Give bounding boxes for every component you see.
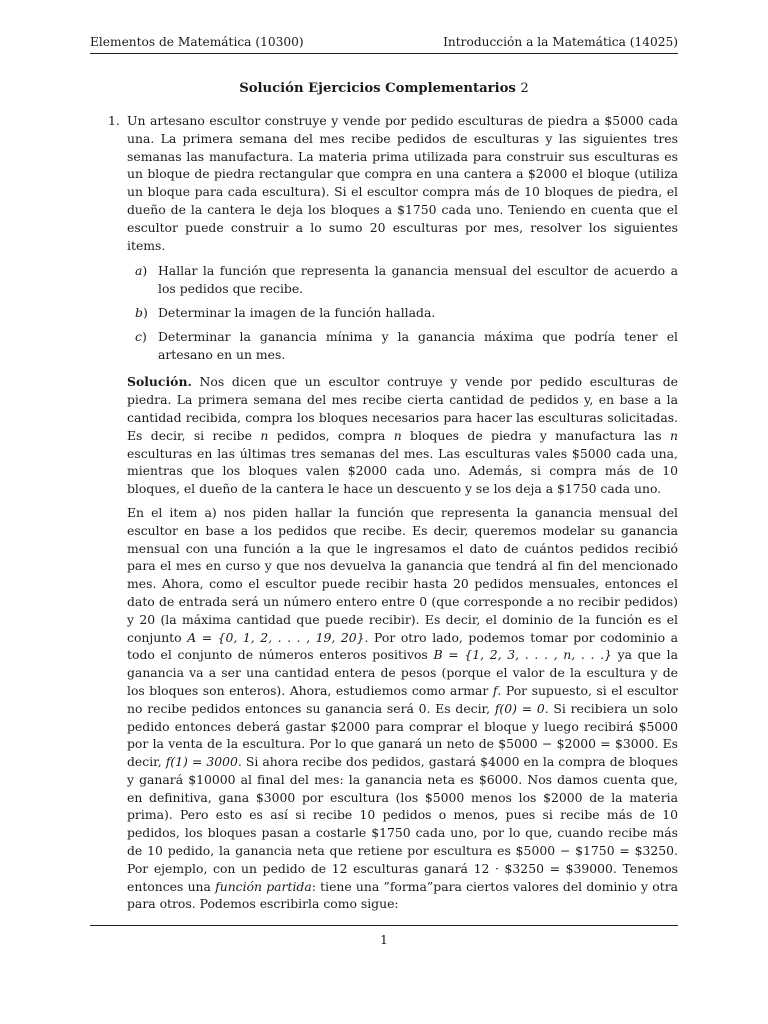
item-text: Determinar la ganancia mínima y la ganancia máxima que podría tener el artesano en un mes. — [158, 328, 678, 362]
header-course-left: Elementos de Matemática (10300) — [90, 35, 304, 49]
item-text: Determinar la imagen de la función hallada. — [158, 304, 436, 320]
math-f-zero: f(0) = 0 — [494, 700, 545, 716]
item-mark-letter: a — [135, 263, 143, 279]
page-header — [90, 34, 678, 50]
math-variable: n — [670, 427, 678, 443]
exercise-item-b — [127, 304, 678, 322]
solution-paragraph-1 — [127, 373, 678, 498]
math-function-f: f — [492, 682, 498, 698]
exercise-statement: Un artesano escultor construye y vende por pedido esculturas de piedra a $5000 cada una. La primera semana del mes recibe pedidos de esculturas y las siguientes tres semanas las manufactura. La materia prima utilizada para construir sus esculturas es un bloque de piedra rectangular que compra en una cantera a $2000 el bloque (utiliza un bloque para cada escultura). Si el escultor compra más de 10 bloques de piedra, el dueño de la cantera le deja los bloques a $1750 cada uno. Teniendo en cuenta que el escultor puede construir a lo sumo 20 esculturas por mes, resolver los siguientes items. — [127, 113, 678, 253]
item-mark: c) — [135, 328, 147, 344]
math-variable: n — [393, 427, 402, 443]
solution-text: bloques de piedra y manufactura las — [401, 427, 670, 443]
title-text: Solución Ejercicios Complementarios — [239, 81, 516, 96]
math-set-b: B = {1, 2, 3, . . . , n, . . .} — [433, 647, 612, 663]
solution-text: ya que la ganancia va a ser una cantidad entera de pesos (porque el valor de la escultura y de los bloques son enteros). Ahora, estudiemos como armar — [127, 647, 678, 698]
solution-text: pedidos, compra — [268, 427, 394, 443]
exercise-item-a — [127, 262, 678, 298]
item-mark: a) — [135, 263, 148, 279]
exercise-item-c — [127, 328, 678, 364]
math-f-one: f(1) = 3000 — [165, 754, 238, 770]
solution-text: . Por otro lado, podemos tomar por codominio a todo el conjunto de números enteros positivos — [127, 629, 678, 663]
page-number: 1 — [380, 932, 388, 947]
solution-text: En el item a) nos piden hallar la función que representa la ganancia mensual del escultor en base a los pedidos que recibe. Es decir, queremos modelar su ganancia mensual con una función a la que le ingresamos el dato de cuántos pedidos recibió para el mes en curso y que nos devuelva la ganancia que tendrá al fin del mencionado mes. Ahora, como el escultor puede recibir hasta 20 pedidos mensuales, entonces el dato de entrada será un número entero entre 0 (que corresponde a no recibir pedidos) y 20 (la máxima cantidad que puede recibir). Es decir, el dominio de la función es el conjunto — [127, 504, 678, 645]
title-number: 2 — [520, 81, 529, 96]
header-rule — [90, 53, 678, 54]
exercise-1 — [90, 112, 678, 363]
solution-paragraph-2 — [127, 504, 678, 913]
exercise-items — [127, 262, 678, 363]
exercise-number: 1. — [108, 113, 120, 128]
item-mark-letter: b — [135, 304, 143, 320]
item-text: Hallar la función que representa la ganancia mensual del escultor de acuerdo a los pedidos que recibe. — [158, 263, 678, 297]
math-set-a: A = {0, 1, 2, . . . , 19, 20} — [187, 629, 365, 645]
emphasis-funcion-partida: función partida — [215, 878, 312, 894]
solution-text: Nos dicen que un escultor contruye y vende por pedido esculturas de piedra. La primera semana del mes recibe cierta cantidad de pedidos y, en base a la cantidad recibida, compra los bloques necesarios para hacer las esculturas solicitadas. Es decir, si recibe — [127, 374, 678, 443]
solution-text: . Si recibiera un solo pedido entonces deberá gastar $2000 para comprar el bloque y luego recibirá $5000 por la venta de la escultura. Por lo que ganará un neto de $5000 − $2000 = $3000. Es decir, — [127, 700, 678, 770]
header-course-right: Introducción a la Matemática (14025) — [443, 35, 678, 49]
math-variable: n — [260, 427, 269, 443]
document-title — [90, 80, 678, 98]
solution-label: Solución. — [127, 374, 192, 390]
item-mark-letter: c — [135, 328, 142, 344]
document-body — [90, 112, 678, 913]
solution-text: : tiene una ”forma”para ciertos valores del dominio y otra para otros. Podemos escribirla como sigue: — [127, 878, 678, 912]
solution-text: esculturas en las últimas tres semanas del mes. Las esculturas vales $5000 cada una, mientras que los bloques valen $2000 cada uno. Además, si compra más de 10 bloques, el dueño de la cantera le hace un descuento y se los deja a $1750 cada uno. — [127, 445, 678, 497]
solution-text: . Si ahora recibe dos pedidos, gastará $4000 en la compra de bloques y ganará $10000 al final del mes: la ganancia neta es $6000. Nos damos cuenta que, en definitiva, gana $3000 por escultura (los $5000 menos los $2000 de la materia prima). Pero esto es así si recibe 10 pedidos o menos, pues si recibe más de 10 pedidos, los bloques pasan a costarle $1750 cada uno, por lo que, cuando recibe más de 10 pedido, la ganancia neta que retiene por escultura es $5000 − $1750 = $3250. Por ejemplo, con un pedido de 12 esculturas ganará 12 · $3250 = $39000. Tenemos entonces una — [127, 754, 679, 894]
item-mark: b) — [135, 304, 148, 320]
solution-text: . Por supuesto, si el escultor no recibe pedidos entonces su ganancia será 0. Es decir, — [127, 682, 678, 716]
footer-rule — [90, 925, 678, 926]
